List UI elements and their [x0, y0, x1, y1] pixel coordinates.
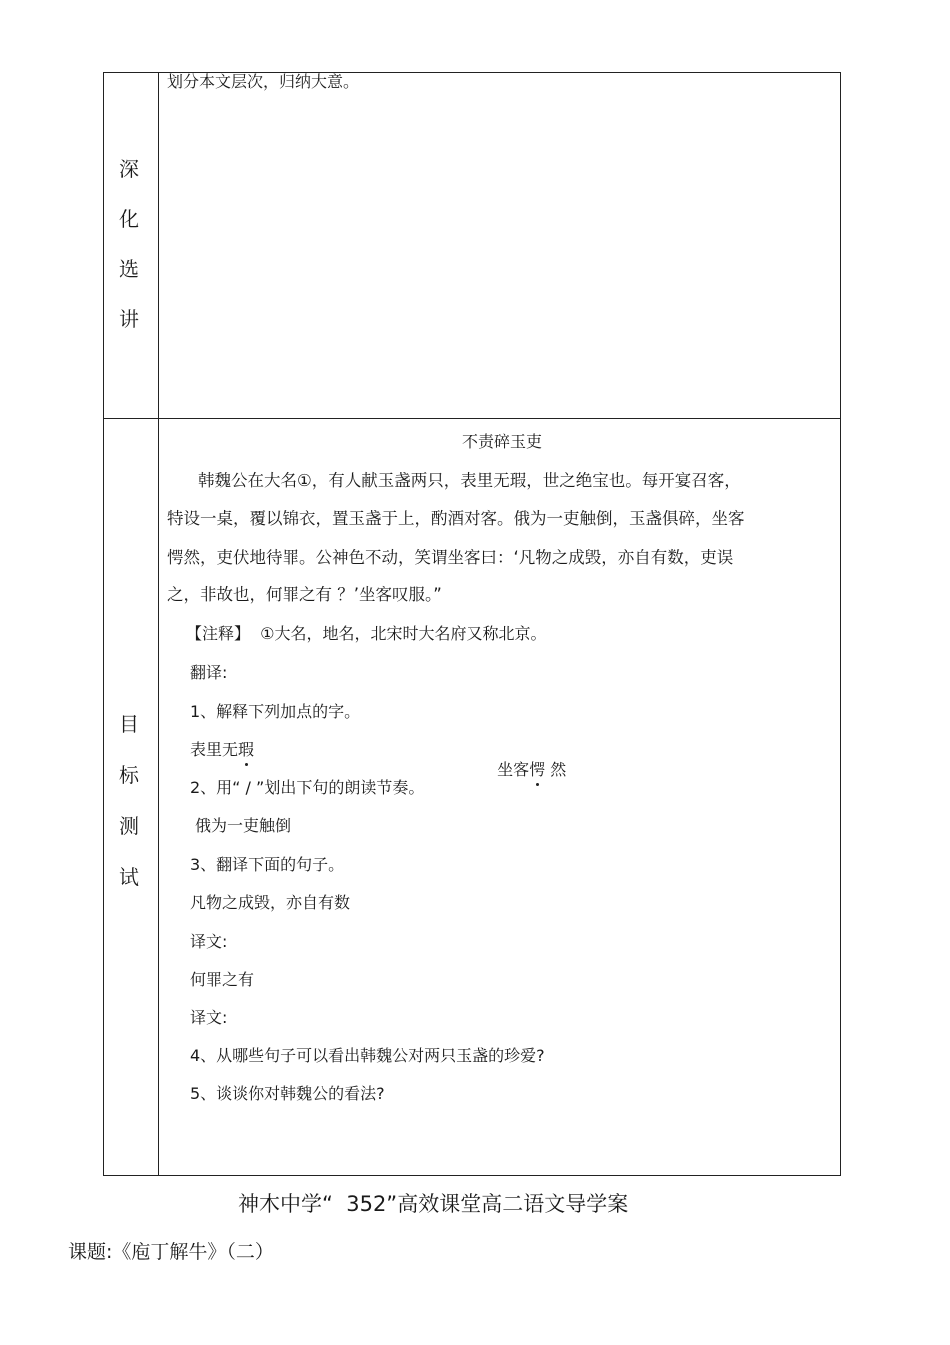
question-3-translation-2: 译文:: [190, 1008, 228, 1027]
passage-title: 不责碎玉吏: [462, 432, 543, 451]
column-divider: [158, 72, 159, 1176]
question-1: 1、解释下列加点的字。: [190, 702, 361, 721]
passage-line: 特设一桌，覆以锦衣，置玉盏于上，酌酒对客。俄为一吏触倒，玉盏俱碎，坐客: [167, 509, 745, 528]
question-1-item-b: 坐客愕 然: [497, 760, 567, 779]
passage-line: 之，非故也，何罪之有 ？’坐客叹服。”: [167, 585, 442, 604]
question-3-sentence-1: 凡物之成毁，亦自有数: [190, 893, 351, 912]
row-divider: [103, 418, 841, 419]
question-1-item-a: 表里无瑕: [190, 740, 255, 759]
lesson-subject: 课题:《庖丁解牛》（二）: [68, 1241, 274, 1263]
question-2-sentence: 俄为一吏触倒: [195, 816, 292, 835]
section-label-test: 目 标 测 试: [119, 712, 139, 889]
question-3-translation-1: 译文:: [190, 932, 228, 951]
page-heading: 神木中学“ 352”高效课堂高二语文导学案: [238, 1192, 629, 1216]
annotation-note: 【注释】 ①大名，地名，北宋时大名府又称北京。: [186, 624, 547, 643]
section-label-deepen: 深 化 选 讲: [119, 157, 139, 331]
question-2: 2、用“ / ”划出下句的朗读节奏。: [190, 778, 425, 797]
question-3-sentence-2: 何罪之有: [190, 970, 255, 989]
passage-line: 愕然，吏伏地待罪。公神色不动，笑谓坐客曰：‘凡物之成毁，亦自有数，吏误: [167, 548, 734, 567]
passage-line: 韩魏公在大名①，有人献玉盏两只，表里无瑕，世之绝宝也。每开宴召客，: [198, 471, 741, 490]
dotted-char: 瑕: [238, 740, 255, 759]
question-5: 5、谈谈你对韩魏公的看法?: [190, 1084, 385, 1103]
dotted-char: 愕: [529, 760, 546, 779]
layer-instruction: 划分本文层次，归纳大意。: [167, 72, 360, 91]
question-4: 4、从哪些句子可以看出韩魏公对两只玉盏的珍爱?: [190, 1046, 545, 1065]
translate-label: 翻译:: [190, 663, 228, 682]
question-3: 3、翻译下面的句子。: [190, 855, 345, 874]
